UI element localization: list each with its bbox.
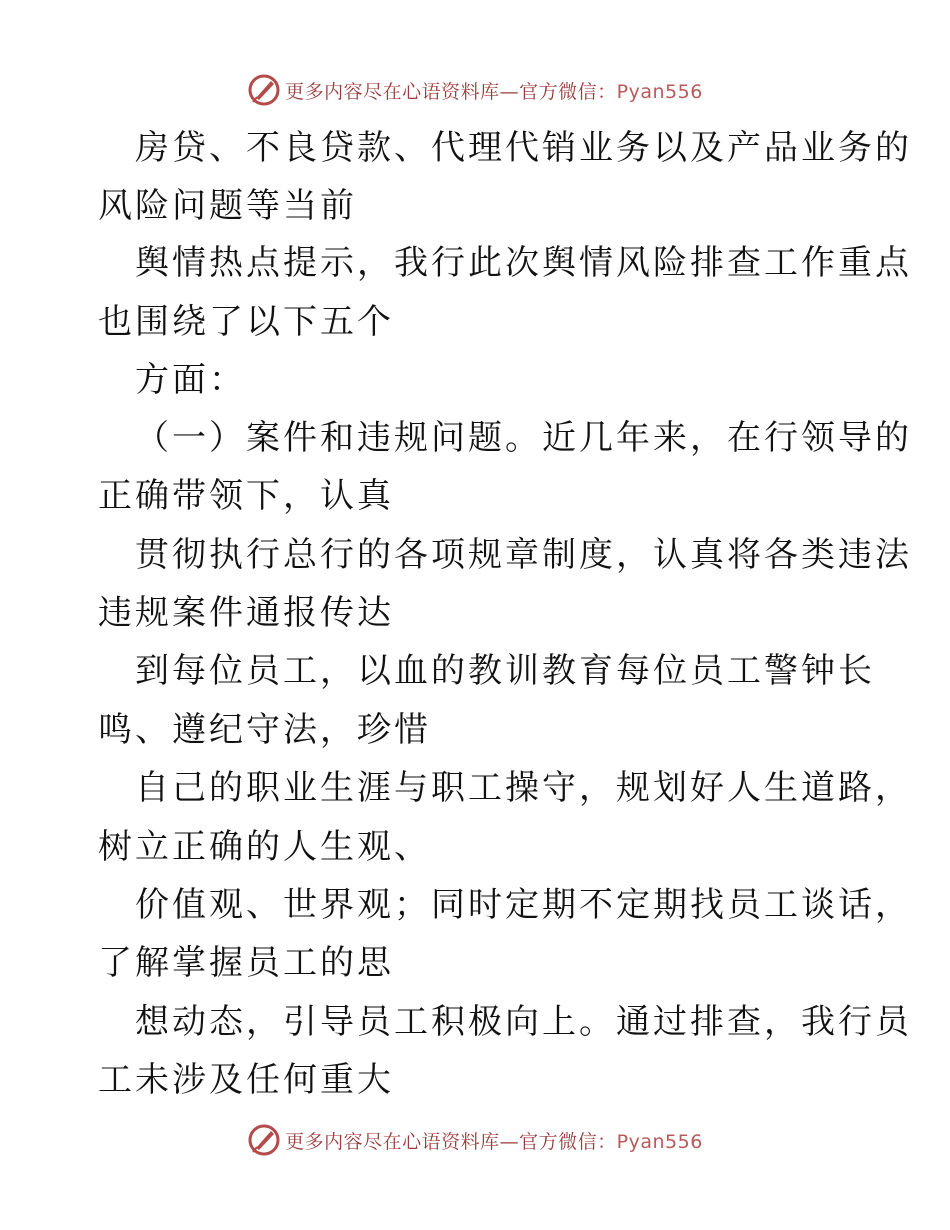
watermark-chinese: 更多内容尽在心语资料库—官方微信： [285, 80, 617, 103]
text-line: 价值观、世界观；同时定期不定期找员工谈话， [135, 885, 912, 925]
watermark-text [285, 77, 703, 104]
text-line: 树立正确的人生观、 [98, 827, 431, 867]
watermark-text [285, 1127, 703, 1154]
quill-logo-icon [247, 73, 281, 107]
watermark-chinese: 更多内容尽在心语资料库—官方微信： [285, 1130, 617, 1153]
watermark-wechat-id: Pyan556 [616, 80, 703, 103]
text-line: 到每位员工，以血的教训教育每位员工警钟长 [135, 651, 875, 691]
text-line: 了解掌握员工的思 [98, 943, 394, 983]
text-line: （一）案件和违规问题。近几年来，在行领导的 [135, 418, 912, 458]
text-line: 贯彻执行总行的各项规章制度，认真将各类违法 [135, 535, 912, 575]
text-line: 想动态，引导员工积极向上。通过排查，我行员 [135, 1002, 912, 1042]
text-line: 舆情热点提示，我行此次舆情风险排查工作重点 [135, 243, 912, 283]
text-line: 鸣、遵纪守法，珍惜 [98, 710, 431, 750]
quill-logo-icon [247, 1123, 281, 1157]
text-line: 违规案件通报传达 [98, 593, 394, 633]
footer-watermark [0, 1120, 950, 1160]
header-watermark [0, 70, 950, 110]
text-line: 房贷、不良贷款、代理代销业务以及产品业务的 [135, 128, 912, 168]
text-line: 也围绕了以下五个 [98, 302, 394, 342]
watermark-wechat-id: Pyan556 [616, 1130, 703, 1153]
text-line: 工未涉及任何重大 [98, 1060, 394, 1100]
text-line: 方面： [135, 360, 246, 400]
text-line: 自己的职业生涯与职工操守，规划好人生道路， [135, 768, 912, 808]
text-line: 正确带领下，认真 [98, 476, 394, 516]
text-line: 风险问题等当前 [98, 186, 357, 226]
